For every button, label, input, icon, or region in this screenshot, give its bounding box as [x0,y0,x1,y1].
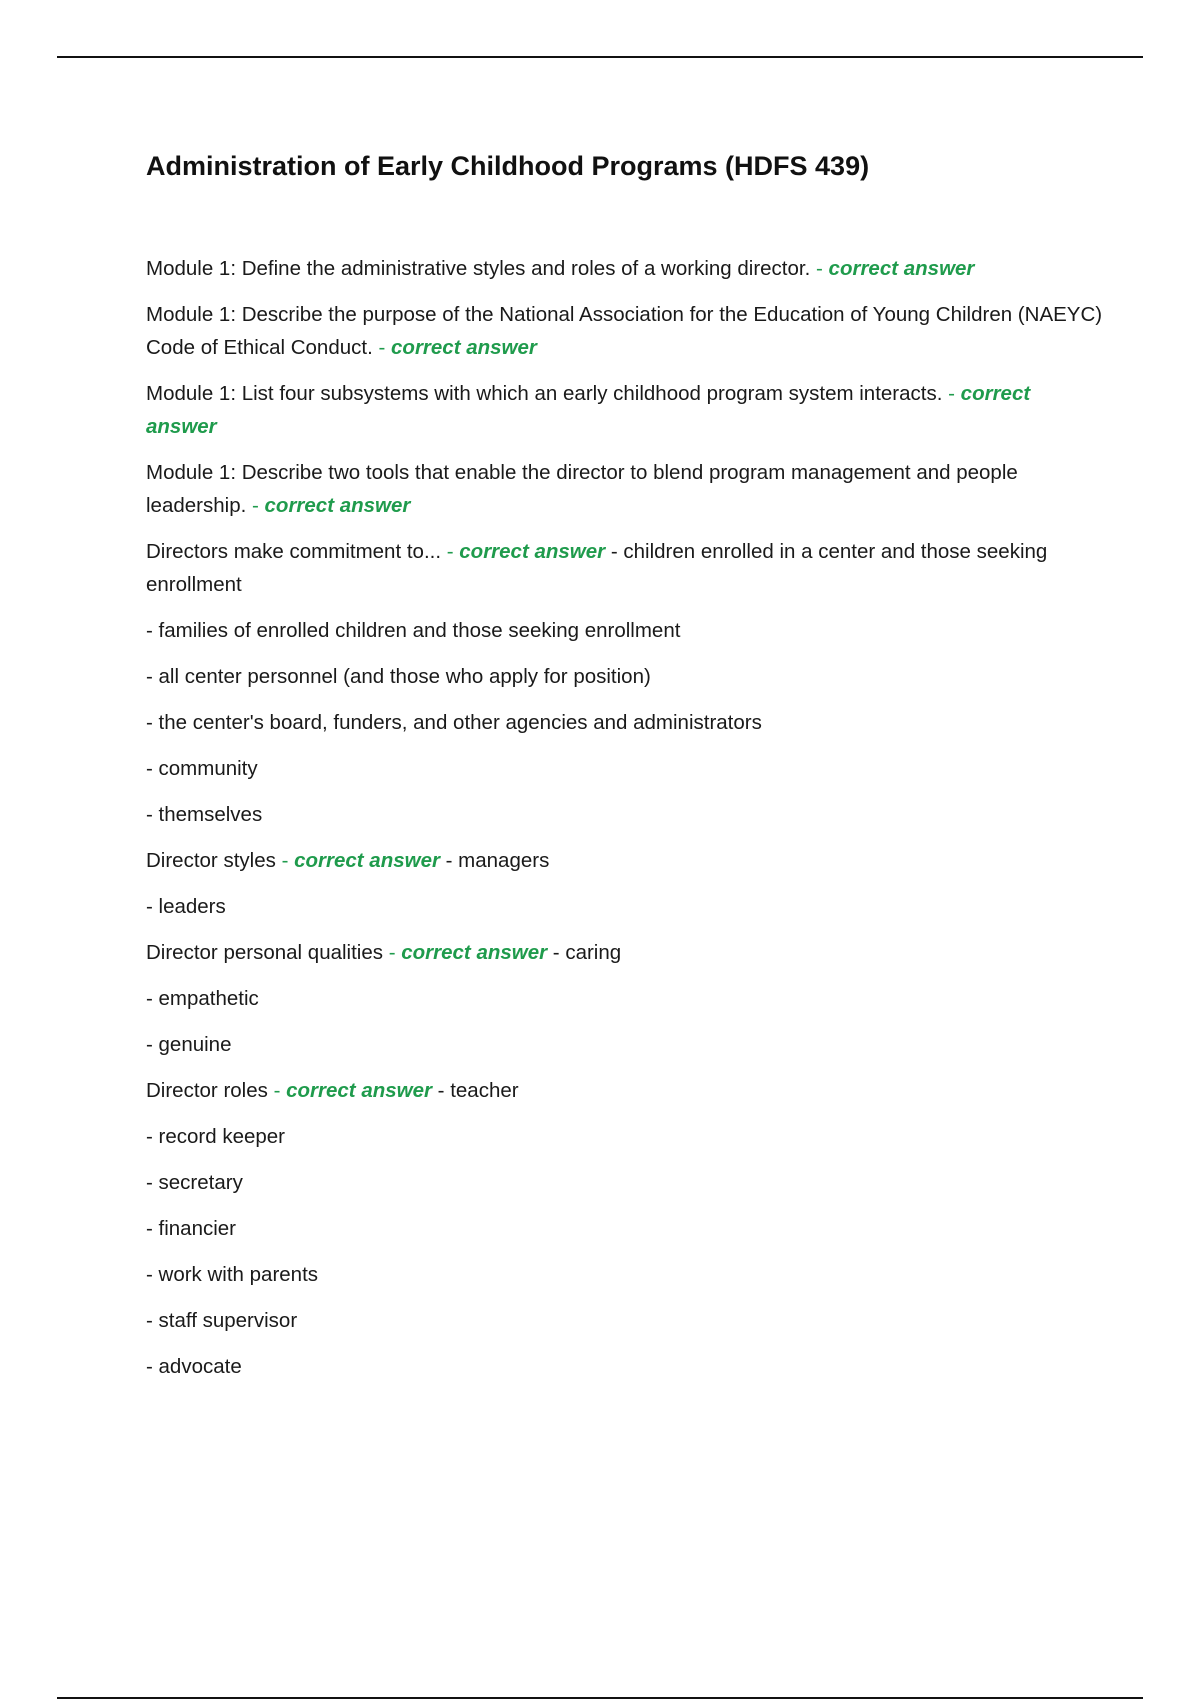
correct-answer-marker: correct answer [294,849,440,872]
answer-separator: - [252,494,259,517]
entry-question: Module 1: Describe two tools that enable the director to blend program management and people leadership. [146,461,1018,517]
correct-answer-marker: correct answer [828,257,975,280]
entry-question: Module 1: Define the administrative styles and roles of a working director. [146,257,811,280]
flashcard-entry [146,1212,1106,1245]
entry-answer: caring [565,941,622,964]
entry-question: - genuine [146,1033,232,1056]
entry-question: Directors make commitment to... [146,540,442,563]
entry-question: Director personal qualities [146,941,384,964]
flashcard-entry: Director roles - correct answer - teacher [146,1079,519,1102]
answer-separator: - [273,1079,281,1102]
flashcard-entry [146,1166,1106,1199]
answer-separator: - [281,849,289,872]
flashcard-entry: Director styles - correct answer - managers [146,849,550,872]
answer-separator: - [948,382,955,405]
correct-answer-marker: correct answer [264,494,411,517]
entry-answer: managers [458,849,550,872]
entry-question: - the center's board, funders, and other agencies and administrators [146,711,762,734]
entry-question: Director styles [146,849,276,872]
flashcard-entry [146,890,1106,923]
bottom-rule [57,1697,1143,1699]
flashcard-entry [146,252,1106,285]
flashcard-entry [146,798,1106,831]
entry-answer: children enrolled in a center and those seeking enrollment [146,540,1048,596]
entry-question: Module 1: Describe the purpose of the National Association for the Education of Young Children (NAEYC) Code of Ethical Conduct. [146,303,1103,359]
correct-answer-marker: correct answer [459,540,606,563]
flashcard-entry [146,1258,1106,1291]
flashcard-entry [146,982,1106,1015]
entry-question: - community [146,757,258,780]
top-rule [57,56,1143,58]
entry-question: Director roles [146,1079,268,1102]
answer-separator: - [388,941,396,964]
flashcard-entry: Directors make commitment to... - correct answer - children enrolled in a center and those seeking enrollment [146,540,1048,596]
answer-separator: - [816,257,823,280]
flashcard-entry [146,298,1106,364]
flashcard-entry [146,1120,1106,1153]
flashcard-entry [146,1350,1106,1383]
entry-question: - staff supervisor [146,1309,298,1332]
flashcard-list [146,252,1106,1383]
entry-question: - empathetic [146,987,259,1010]
flashcard-entry [146,614,1106,647]
entry-question: - advocate [146,1355,242,1378]
entry-question: - financier [146,1217,237,1240]
correct-answer-marker: correct answer [401,941,548,964]
document-body [146,148,1106,1396]
entry-answer: teacher [450,1079,519,1102]
correct-answer-marker: correct answer [146,382,1031,438]
entry-question: - secretary [146,1171,243,1194]
flashcard-entry [146,752,1106,785]
entry-question: - work with parents [146,1263,319,1286]
entry-question: - leaders [146,895,226,918]
entry-question: Module 1: List four subsystems with which an early childhood program system interacts. [146,382,943,405]
flashcard-entry: Director personal qualities - correct answer - caring [146,941,622,964]
entry-question: - all center personnel (and those who apply for position) [146,665,651,688]
flashcard-entry [146,377,1106,443]
answer-separator: - [446,540,454,563]
document-title: Administration of Early Childhood Programs (HDFS 439) [146,151,870,181]
correct-answer-marker: correct answer [391,336,537,359]
flashcard-entry [146,456,1106,522]
flashcard-entry [146,706,1106,739]
correct-answer-marker: correct answer [286,1079,432,1102]
flashcard-entry [146,1304,1106,1337]
entry-question: - themselves [146,803,263,826]
entry-question: - families of enrolled children and those seeking enrollment [146,619,681,642]
answer-separator: - [378,336,386,359]
flashcard-entry [146,1028,1106,1061]
flashcard-entry [146,660,1106,693]
entry-question: - record keeper [146,1125,286,1148]
